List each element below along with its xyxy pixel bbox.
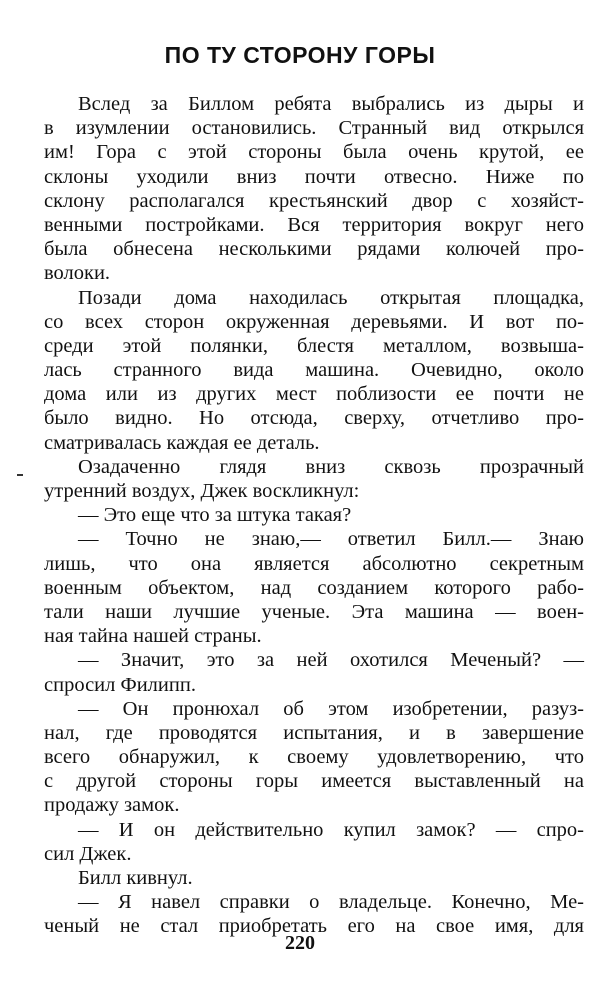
text-line: — И он действительно купил замок? — спро- bbox=[78, 818, 584, 841]
text-line: утренний воздух, Джек воскликнул: bbox=[44, 480, 360, 502]
text-line: — Значит, это за ней охотился Меченый? — bbox=[78, 649, 584, 672]
margin-mark bbox=[17, 474, 23, 476]
text-line: среди этой полянки, блестя металлом, возвыша- bbox=[44, 334, 584, 357]
text-line: с другой стороны горы имеется выставленный на bbox=[44, 770, 584, 793]
text-line: Позади дома находилась открытая площадка, bbox=[78, 286, 584, 309]
text-line: склону располагался крестьянский двор с хозяйст- bbox=[44, 189, 584, 212]
text-line: Билл кивнул. bbox=[78, 867, 193, 889]
page-number: 220 bbox=[285, 932, 315, 954]
text-line: — Я навел справки о владельце. Конечно, Ме- bbox=[78, 891, 584, 914]
text-line: — Точно не знаю,— ответил Билл.— Знаю bbox=[78, 528, 584, 551]
text-line: лишь, что она является абсолютно секретным bbox=[44, 552, 584, 575]
text-line: в изумлении остановились. Странный вид открылся bbox=[44, 117, 584, 140]
text-line: лась странного вида машина. Очевидно, около bbox=[44, 359, 584, 382]
text-line: — Он пронюхал об этом изобретении, разуз- bbox=[78, 697, 584, 720]
text-line: волоки. bbox=[44, 262, 111, 285]
text-line: было видно. Но отсюда, сверху, отчетливо про- bbox=[44, 407, 584, 430]
text-line: венными постройками. Вся территория вокруг него bbox=[44, 213, 584, 236]
text-line: сматривалась каждая ее деталь. bbox=[44, 431, 320, 454]
text-line: всего обнаружил, к своему удовлетворению, что bbox=[44, 746, 584, 769]
text-line: Вслед за Биллом ребята выбрались из дыры и bbox=[78, 93, 584, 115]
text-line: тали наши лучшие ученые. Эта машина — воен- bbox=[44, 600, 584, 623]
text-line: ченый не стал приобретать его на свое имя, для bbox=[44, 915, 584, 938]
text-line: Озадаченно глядя вниз сквозь прозрачный bbox=[78, 455, 584, 478]
text-line: продажу замок. bbox=[44, 794, 180, 817]
chapter-title: ПО ТУ СТОРОНУ ГОРЫ bbox=[164, 42, 436, 68]
text-line: нал, где проводятся испытания, и в завершение bbox=[44, 721, 584, 744]
text-line: дома или из других мест поблизости ее почти не bbox=[44, 383, 584, 406]
text-line: военным объектом, над созданием которого рабо- bbox=[44, 576, 584, 599]
chapter-text bbox=[44, 92, 584, 939]
text-line: со всех сторон окруженная деревьями. И вот по- bbox=[44, 310, 584, 333]
text-line: была обнесена несколькими рядами колючей про- bbox=[44, 238, 584, 261]
text-line: — Это еще что за штука такая? bbox=[78, 504, 352, 527]
text-line: ная тайна нашей страны. bbox=[44, 625, 262, 648]
text-line: им! Гора с этой стороны была очень крутой, ее bbox=[44, 141, 584, 164]
text-line: сил Джек. bbox=[44, 842, 132, 865]
text-line: спросил Филипп. bbox=[44, 673, 196, 696]
text-line: склоны уходили вниз почти отвесно. Ниже по bbox=[44, 165, 584, 188]
